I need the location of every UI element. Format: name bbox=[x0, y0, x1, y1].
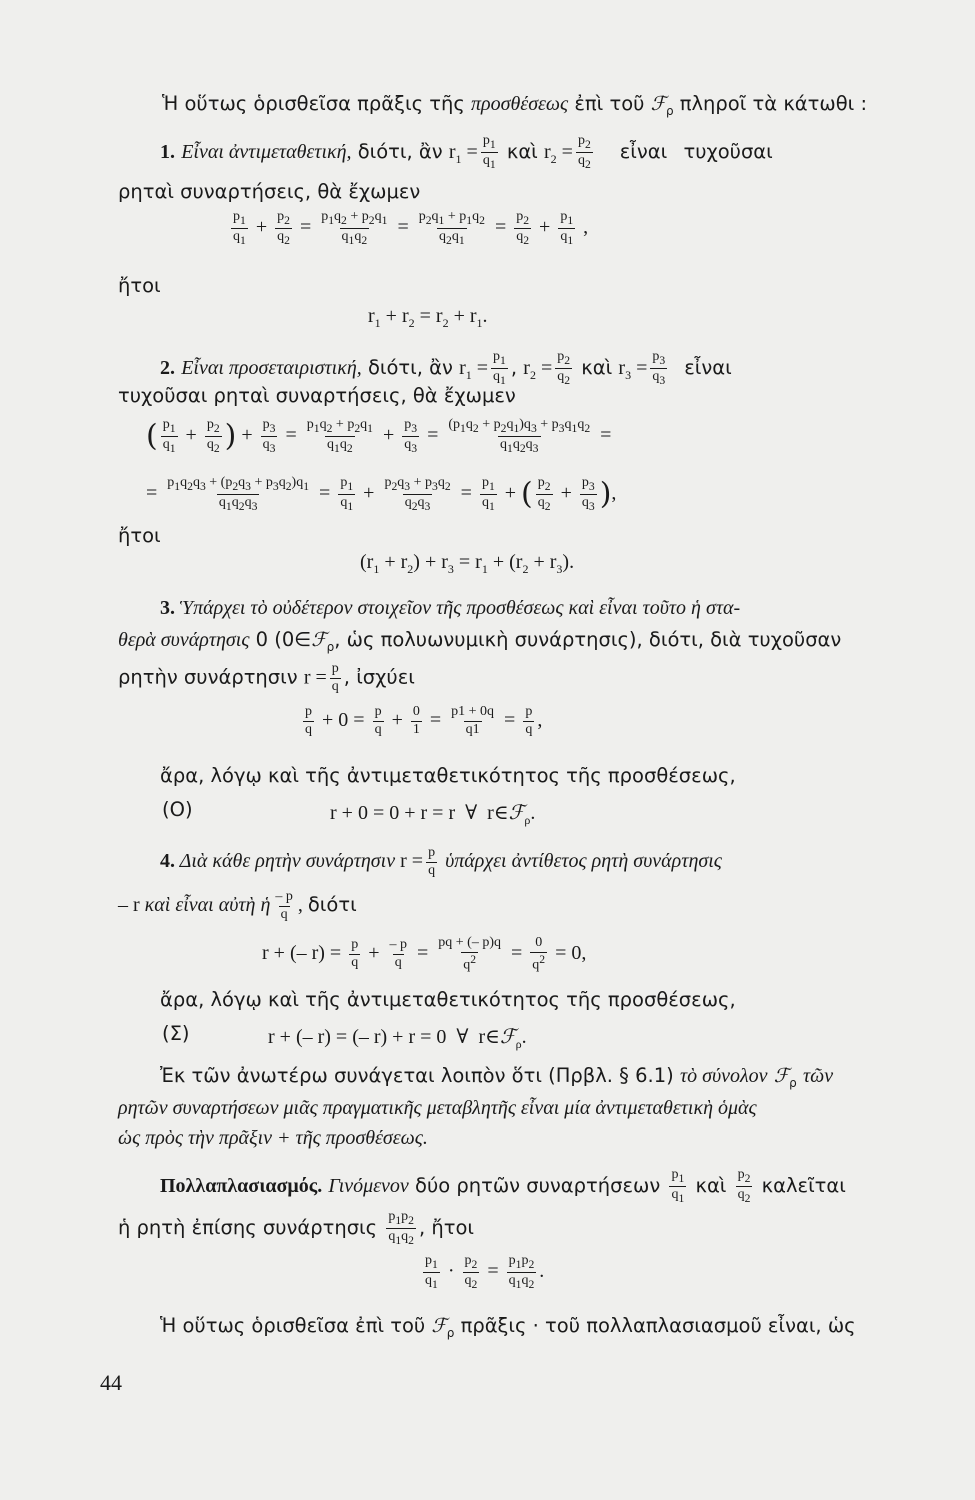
item-2-equation-2: = $\frac{p_1q_2q_3 + (p_2q_3 + p_3q_2)q_1}{q_1q_2q_3}$ = $\frac{p_1}{q_1}$ + $\frac{p_2q_3 + p_3q_2}{q_2q_3}$ = $\frac{p_1}{q_1}$ + ( $\frac{p_2}{q_2}$ + $\frac{p_3}{q_3}$ ), bbox=[146, 475, 617, 513]
multiplication-equation: $\frac{p_1}{q_1}$ · $\frac{p_2}{q_2}$ = $\frac{p_1p_2}{q_1q_2}$ . bbox=[425, 1253, 545, 1291]
multiplication-line-2: ἡ ρητὴ ἐπίσης συνάρτησις $\frac{p_1p_2}{q_1q_2}$ , ἤτοι bbox=[118, 1209, 474, 1247]
item-2-line-a: 2. Εἶναι προσεταιριστική, διότι, ἂν $r_1$ = $\frac{p_1}{q_1}$ , $r_2$ = $\frac{p_2}{q_2}$ καὶ $r_3$ = $\frac{p_3}{q_3}$ εἶναι bbox=[160, 349, 732, 387]
multiplication-line-3: Ἡ οὕτως ὁρισθεῖσα ἐπὶ τοῦ ℱ$_\rho$ πρᾶξις · τοῦ πολλαπλασιασμοῦ εἶναι, ὡς bbox=[160, 1314, 856, 1340]
item-3-line-c: ρητὴν συνάρτησιν r = $\frac{p}{q}$ , ἰσχύει bbox=[118, 661, 415, 694]
intro-line: Ἡ οὕτως ὁρισθεῖσα πρᾶξις τῆς προσθέσεως ἐπὶ τοῦ ℱ$_\rho$ πληροῖ τὰ κάτωθι : bbox=[162, 92, 868, 118]
item-3-equation: $\frac{p}{q}$ + 0 = $\frac{p}{q}$ + $\frac{0}{1}$ = $\frac{p1 + 0q}{q1}$ = $\frac{p}{q}$ , bbox=[305, 704, 543, 737]
item-4-label-sigma: (Σ) bbox=[162, 1022, 190, 1045]
item-4-equation: r + (– r) = $\frac{p}{q}$ + $\frac{- p}{q}$ = $\frac{pq + (- p)q}{q^2}$ = $\frac{0}{q^2}$ = 0, bbox=[262, 935, 587, 973]
item-3-line-a: 3. Ὑπάρχει τὸ οὐδέτερον στοιχεῖον τῆς προσθέσεως καὶ εἶναι τοῦτο ἡ στα- bbox=[160, 597, 741, 619]
item-1-line-a: 1. Εἶναι ἀντιμεταθετική, διότι, ἂν $r_1$ = $\frac{p_1}{q_1}$ καὶ $r_2$ = $\frac{p_2}{q_2}$ εἶναι τυχοῦσαι bbox=[160, 133, 773, 171]
conclusion-line-2: ρητῶν συναρτήσεων μιᾶς πραγματικῆς μεταβλητῆς εἶναι μία ἀντιμεταθετικὴ ὁμὰς bbox=[118, 1097, 757, 1119]
item-3-identity: r + 0 = 0 + r = r ∀ r∈ℱ$_\rho$. bbox=[330, 800, 536, 827]
item-3-line-d: ἄρα, λόγῳ καὶ τῆς ἀντιμεταθετικότητος τῆς προσθέσεως, bbox=[160, 764, 736, 787]
item-1-line-b: ρηταὶ συναρτήσεις, θὰ ἔχωμεν bbox=[118, 180, 421, 203]
item-1-equation: $\frac{p_1}{q_1}$ + $\frac{p_2}{q_2}$ = $\frac{p_1q_2 + p_2q_1}{q_1q_2}$ = $\frac{p_2q_1 + p_1q_2}{q_2q_1}$ = $\frac{p_2}{q_2}$ + $\frac{p_1}{q_1}$ , bbox=[233, 209, 589, 247]
item-4-line-b: – r καὶ εἶναι αὐτὴ ἡ $\frac{- p}{q}$ , διότι bbox=[118, 889, 357, 922]
conclusion-line-3: ὡς πρὸς τὴν πρᾶξιν + τῆς προσθέσεως. bbox=[118, 1127, 428, 1149]
item-4-line-a: 4. Διὰ κάθε ρητὴν συνάρτησιν r = $\frac{p}{q}$ ὑπάρχει ἀντίθετος ρητὴ συνάρτησις bbox=[160, 845, 722, 878]
item-3-line-b: θερὰ συνάρτησις 0 (0∈ℱ$_\rho$, ὡς πολυωνυμικὴ συνάρτησις), διότι, διὰ τυχοῦσαν bbox=[118, 628, 842, 654]
item-2-result: $(r_1 + r_2) + r_3 = r_1 + (r_2 + r_3)$. bbox=[360, 551, 575, 576]
hitoi-2: ἤτοι bbox=[118, 524, 161, 547]
item-2-equation-1: ( $\frac{p_1}{q_1}$ + $\frac{p_2}{q_2}$ ) + $\frac{p_3}{q_3}$ = $\frac{p_1q_2 + p_2q_1}{q_1q_2}$ + $\frac{p_3}{q_3}$ = $\frac{(p_1q_2 + p_2q_1)q_3 + p_3q_1q_2}{q_1q_2q_3}$ = bbox=[146, 417, 612, 455]
item-2-line-b: τυχοῦσαι ρηταὶ συναρτήσεις, θὰ ἔχωμεν bbox=[118, 384, 516, 407]
item-1-result: $r_1 + r_2 = r_2 + r_1$. bbox=[368, 305, 488, 330]
item-4-line-c: ἄρα, λόγῳ καὶ τῆς ἀντιμεταθετικότητος τῆς προσθέσεως, bbox=[160, 988, 736, 1011]
multiplication-line-1: Πολλαπλασιασμός. Γινόμενον δύο ρητῶν συναρτήσεων $\frac{p_1}{q_1}$ καὶ $\frac{p_2}{q_2}$ καλεῖται bbox=[160, 1167, 846, 1205]
item-4-identity: r + (– r) = (– r) + r = 0 ∀ r∈ℱ$_\rho$. bbox=[268, 1024, 527, 1051]
item-3-label-o: (O) bbox=[162, 798, 193, 821]
page-number: 44 bbox=[100, 1370, 122, 1395]
conclusion-line-1: Ἐκ τῶν ἀνωτέρω συνάγεται λοιπὸν ὅτι (Πρβλ. § 6.1) τὸ σύνολον ℱ$_\rho$ τῶν bbox=[160, 1064, 834, 1090]
hitoi-1: ἤτοι bbox=[118, 274, 161, 297]
